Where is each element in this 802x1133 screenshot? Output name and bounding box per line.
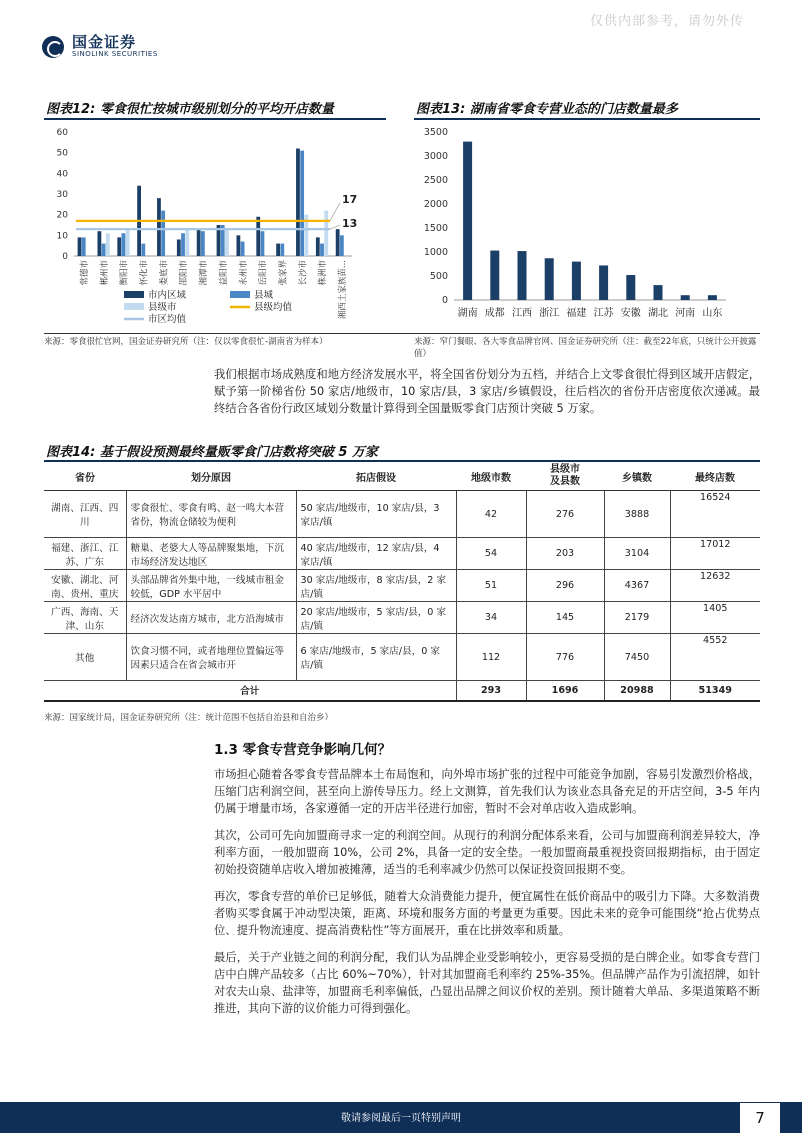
bar-县城 xyxy=(122,233,126,256)
row-town: 7450 xyxy=(604,634,670,681)
y-tick-label: 1500 xyxy=(423,223,448,234)
row-province: 湖南、江西、四川 xyxy=(44,491,126,538)
th-prefecture: 地级市数 xyxy=(456,462,526,491)
x-tick-label: 浙江 xyxy=(539,308,560,319)
bar xyxy=(626,275,635,300)
y-tick-label: 500 xyxy=(429,271,448,282)
x-tick-label: 张家界 xyxy=(278,260,289,286)
bar-县城 xyxy=(300,151,304,256)
bar-县城 xyxy=(320,244,324,256)
bar-县级市 xyxy=(225,229,229,256)
bar-县城 xyxy=(241,242,245,256)
page-number: 7 xyxy=(740,1103,780,1133)
x-tick-label: 长沙市 xyxy=(298,260,309,286)
x-tick-label: 成都 xyxy=(484,308,505,319)
x-tick-label: 湘潭市 xyxy=(199,260,210,286)
row-county: 776 xyxy=(526,634,604,681)
total-town: 20988 xyxy=(604,681,670,701)
figure-bottom-rule xyxy=(44,333,760,334)
y-tick-label: 0 xyxy=(441,295,448,306)
y-tick-label: 40 xyxy=(56,169,68,180)
bar-县级市 xyxy=(106,233,110,256)
table-total-row xyxy=(44,681,760,701)
body-paragraph-4: 再次，零食专营的单价已足够低，随着大众消费能力提升，便宜属性在低价商品中的吸引力下降。大多数消费者购买零食属于冲动型决策，距离、环境和服务方面的考量更为重要。因此未来的竞争可能围绕“抢占优势点位、提升物流速度、提高消费粘性”等方面展开，重在比拼效率和质量。 xyxy=(214,890,760,937)
bar-市内区域 xyxy=(276,244,280,256)
row-final: 1405 xyxy=(670,602,760,634)
bar-市内区域 xyxy=(117,237,121,256)
bar-市内区域 xyxy=(157,198,161,256)
footer-disclaimer: 敬请参阅最后一页特别声明 xyxy=(341,1113,461,1124)
logo-icon xyxy=(42,36,64,58)
body-paragraph-1: 我们根据市场成熟度和地方经济发展水平，将全国省份划分为五档，并结合上文零食很忙得到区域开店假定，赋予第一阶梯省份 50 家店/地级市，10 家店/县，3 家店/乡镇假设，往后档次的省份开店密度依次递减。最终结合各省份行政区域划分数量计算得到全国量贩零食门店预计突破 5 万家。 xyxy=(214,368,760,415)
x-tick-label: 河南 xyxy=(675,308,696,319)
table-row xyxy=(44,491,760,538)
th-county: 县级市 及县数 xyxy=(526,462,604,491)
x-tick-label: 娄底市 xyxy=(159,260,170,286)
row-town: 3104 xyxy=(604,538,670,570)
fig12-chart xyxy=(44,122,390,332)
avg-line-label: 13 xyxy=(342,217,358,231)
fig13-title: 图表13: 湖南省零食专营业态的门店数量最多 xyxy=(416,102,678,117)
row-prefecture: 34 xyxy=(456,602,526,634)
fig12-source: 来源：零食很忙官网，国金证券研究所（注：仅以零食很忙-湖南省为样本） xyxy=(44,337,328,347)
x-tick-label: 江西 xyxy=(512,308,532,319)
total-county: 1696 xyxy=(526,681,604,701)
bar xyxy=(490,251,499,300)
row-county: 296 xyxy=(526,570,604,602)
y-tick-label: 2500 xyxy=(423,175,448,186)
bar-市内区域 xyxy=(97,231,101,256)
bar-县城 xyxy=(201,231,205,256)
x-tick-label: 邵阳市 xyxy=(179,260,190,286)
row-reason: 头部品牌省外集中地，一线城市租金较低，GDP 水平居中 xyxy=(126,570,296,602)
row-assumption: 30 家店/地级市，8 家店/县，2 家店/镇 xyxy=(296,570,456,602)
x-tick-label: 郴州市 xyxy=(99,260,110,286)
fig13-source: 来源：窄门餐眼、各大零食品牌官网、国金证券研究所（注：截至22年底，只统计公开披露值） xyxy=(414,337,757,359)
y-tick-label: 2000 xyxy=(423,199,448,210)
y-tick-label: 3500 xyxy=(423,127,448,138)
row-town: 4367 xyxy=(604,570,670,602)
bar-县城 xyxy=(102,244,106,256)
th-assumption: 拓店假设 xyxy=(296,462,456,491)
row-assumption: 20 家店/地级市，5 家店/县，0 家店/镇 xyxy=(296,602,456,634)
legend-label: 县级市 xyxy=(148,302,177,313)
bar-市内区域 xyxy=(256,217,260,256)
total-prefecture: 293 xyxy=(456,681,526,701)
bar-县级市 xyxy=(185,229,189,256)
bar xyxy=(518,251,527,300)
fig14-title: 图表14: 基于假设预测最终量贩零食门店数将突破 5 万家 xyxy=(46,445,378,460)
section-body xyxy=(214,766,760,1017)
table-row xyxy=(44,602,760,634)
row-province: 福建、浙江、江苏、广东 xyxy=(44,538,126,570)
row-assumption: 50 家店/地级市，10 家店/县，3 家店/镇 xyxy=(296,491,456,538)
row-county: 203 xyxy=(526,538,604,570)
legend-swatch xyxy=(124,303,144,310)
section-heading: 1.3 零食专营竞争影响几何？ xyxy=(214,742,392,758)
fig14-table xyxy=(44,462,760,702)
fig12-title: 图表12: 零食很忙按城市级别划分的平均开店数量 xyxy=(46,102,334,117)
y-tick-label: 50 xyxy=(56,148,68,159)
total-final: 51349 xyxy=(670,681,760,701)
x-tick-label: 常德市 xyxy=(79,260,90,286)
x-tick-label: 益阳市 xyxy=(218,260,229,286)
y-tick-label: 10 xyxy=(56,231,68,242)
bar xyxy=(681,295,690,300)
row-town: 2179 xyxy=(604,602,670,634)
table-row xyxy=(44,538,760,570)
brand-name-cn: 国金证券 xyxy=(72,33,137,51)
x-tick-label: 福建 xyxy=(566,308,587,319)
y-tick-label: 60 xyxy=(56,128,68,138)
watermark: 仅供内部参考，请勿外传 xyxy=(589,14,744,29)
row-final: 16524 xyxy=(670,491,760,538)
th-final: 最终店数 xyxy=(670,462,760,491)
bar-县城 xyxy=(280,244,284,256)
bar-市内区域 xyxy=(316,237,320,256)
row-reason: 饮食习惯不同，或者地理位置偏远等因素只适合在省会城市开 xyxy=(126,634,296,681)
row-prefecture: 42 xyxy=(456,491,526,538)
fig12-rule xyxy=(44,118,386,120)
x-tick-label: 永州市 xyxy=(238,260,249,286)
body-paragraph-5: 最后，关于产业链之间的利润分配，我们认为品牌企业受影响较小，更容易受损的是白牌企业。如零食专营门店中白牌产品较多（占比 60%~70%），针对其加盟商毛利率约 25%-35%。但品牌产品作为引流招牌，如针对农夫山泉、盐津等，加盟商毛利率偏低，凸显出品牌之间议价权的差别。预计随着大单品、多渠道策略不断推进，其向下游的议价能力可得到强化。 xyxy=(214,951,760,1015)
fig13-rule xyxy=(414,118,760,120)
bar-市内区域 xyxy=(197,229,201,256)
legend-swatch xyxy=(124,291,144,298)
row-reason: 糖巢、老婆大人等品牌聚集地，下沉市场经济发达地区 xyxy=(126,538,296,570)
bar-市内区域 xyxy=(177,239,181,256)
row-prefecture: 54 xyxy=(456,538,526,570)
bar xyxy=(463,142,472,300)
bar xyxy=(572,262,581,300)
table-row xyxy=(44,570,760,602)
bar-县级市 xyxy=(324,211,328,256)
row-final: 12632 xyxy=(670,570,760,602)
callout-line xyxy=(330,203,340,221)
x-tick-label: 山东 xyxy=(702,308,723,319)
row-county: 276 xyxy=(526,491,604,538)
bar-县城 xyxy=(161,211,165,256)
y-tick-label: 0 xyxy=(62,252,68,262)
x-tick-label: 怀化市 xyxy=(139,260,150,286)
legend-label: 市内区域 xyxy=(148,290,187,301)
bar xyxy=(654,285,663,300)
bar-市内区域 xyxy=(336,229,340,256)
bar-市内区域 xyxy=(236,235,240,256)
legend-swatch xyxy=(230,291,250,298)
row-prefecture: 51 xyxy=(456,570,526,602)
y-tick-label: 30 xyxy=(56,190,68,200)
x-tick-label: 衡阳市 xyxy=(119,260,130,286)
x-tick-label: 江苏 xyxy=(593,308,614,319)
x-tick-label: 株洲市 xyxy=(318,260,329,286)
y-tick-label: 20 xyxy=(56,210,68,221)
bar xyxy=(708,295,717,300)
total-label: 合计 xyxy=(44,681,456,701)
fig13-chart xyxy=(414,122,764,332)
x-tick-label: 安徽 xyxy=(620,308,641,319)
table-row xyxy=(44,634,760,681)
row-reason: 经济次发达南方城市，北方沿海城市 xyxy=(126,602,296,634)
bar-县城 xyxy=(261,231,265,256)
row-reason: 零食很忙、零食有鸣、赵一鸣大本营省份，物流仓储较为便利 xyxy=(126,491,296,538)
y-tick-label: 3000 xyxy=(423,151,448,162)
x-tick-label: 湘西土家族苗... xyxy=(338,260,349,320)
body-paragraph-3: 其次，公司可先向加盟商寻求一定的利润空间。从现行的利润分配体系来看，公司与加盟商利润差异较大，净利率方面，一般加盟商 10%，公司 2%，具备一定的安全垫。一般加盟商最重视投资回报期指标，由于固定初始投资随单店收入增加被摊薄，适当的毛利率减少仍然可以保证投资回报期不变。 xyxy=(214,829,760,876)
legend-label: 县城 xyxy=(254,290,274,301)
row-county: 145 xyxy=(526,602,604,634)
row-assumption: 40 家店/地级市，12 家店/县，4 家店/镇 xyxy=(296,538,456,570)
bar-县级市 xyxy=(126,229,130,256)
bar xyxy=(599,265,608,300)
th-province: 省份 xyxy=(44,462,126,491)
x-tick-label: 岳阳市 xyxy=(258,260,269,286)
row-final: 4552 xyxy=(670,634,760,681)
bar-市内区域 xyxy=(78,237,82,256)
y-tick-label: 1000 xyxy=(423,247,448,258)
brand-logo xyxy=(42,34,158,59)
row-town: 3888 xyxy=(604,491,670,538)
row-final: 17012 xyxy=(670,538,760,570)
th-reason: 划分原因 xyxy=(126,462,296,491)
legend-label: 市区均值 xyxy=(148,314,187,325)
bar-县城 xyxy=(141,244,145,256)
row-province: 广西、海南、天津、山东 xyxy=(44,602,126,634)
fig14-source: 来源：国家统计局，国金证券研究所（注：统计范围不包括自治县和自治乡） xyxy=(44,713,334,723)
callout-line xyxy=(330,225,340,229)
x-tick-label: 湖北 xyxy=(648,308,668,319)
avg-line-label: 17 xyxy=(342,192,358,206)
bar-县城 xyxy=(181,233,185,256)
bar xyxy=(545,258,554,300)
row-prefecture: 112 xyxy=(456,634,526,681)
brand-name-en: SINOLINK SECURITIES xyxy=(72,50,158,58)
legend-label: 县级均值 xyxy=(254,302,293,313)
bar-市内区域 xyxy=(296,149,300,256)
row-province: 安徽、湖北、河南、贵州、重庆 xyxy=(44,570,126,602)
row-assumption: 6 家店/地级市，5 家店/县，0 家店/镇 xyxy=(296,634,456,681)
x-tick-label: 湖南 xyxy=(457,308,478,319)
body-paragraph-2: 市场担心随着各零食专营品牌本土布局饱和，向外埠市场扩张的过程中可能竞争加剧，容易引发激烈价格战，压缩门店利润空间，甚至向上游传导压力。经上文测算，首先我们认为该业态具备充足的开店空间，3-5 年内仍属于增量市场，各家遵循一定的开店半径进行加密，暂时不会对单店收入造成影响。 xyxy=(214,768,760,815)
th-town: 乡镇数 xyxy=(604,462,670,491)
row-province: 其他 xyxy=(44,634,126,681)
bar-县城 xyxy=(82,237,86,256)
bar-县城 xyxy=(340,235,344,256)
